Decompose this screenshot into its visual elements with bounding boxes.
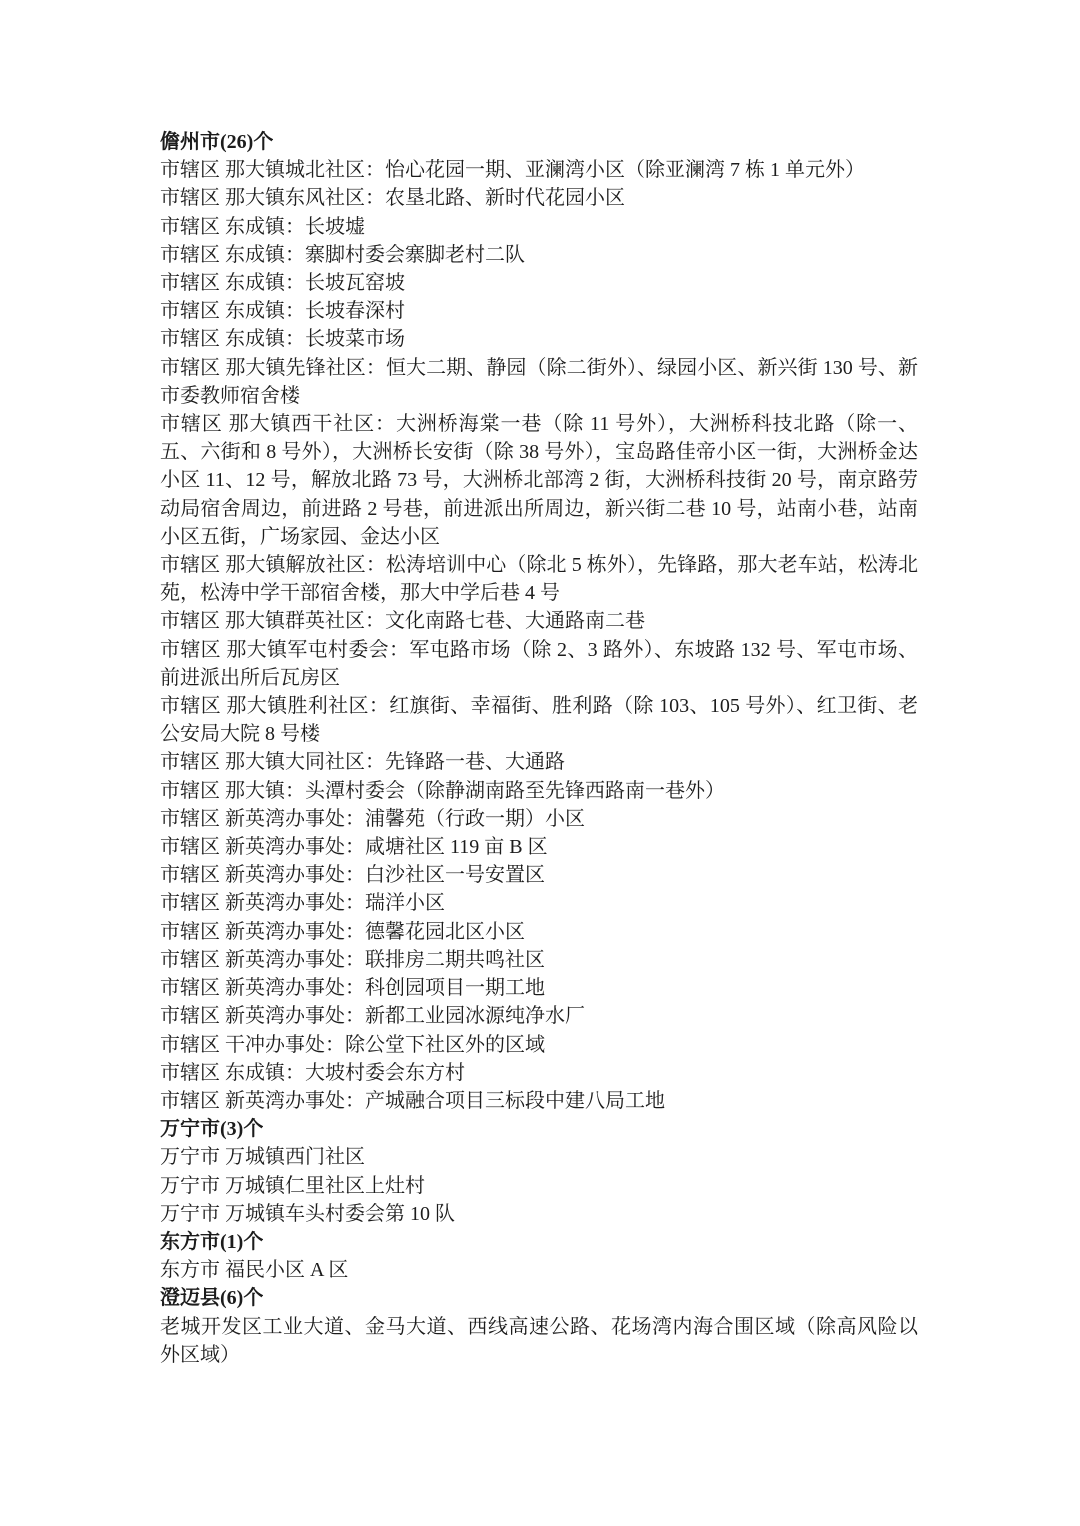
- region-entry: 市辖区 新英湾办事处：联排房二期共鸣社区: [160, 948, 545, 971]
- region-entry: 市辖区 那大镇大同社区：先锋路一巷、大通路: [160, 751, 565, 774]
- region-entry: 市辖区 新英湾办事处：新都工业园冰源纯净水厂: [160, 1005, 585, 1028]
- region-entry: 东方市 福民小区 A 区: [160, 1259, 349, 1282]
- region-entry: 老城开发区工业大道、金马大道、西线高速公路、花场湾内海合围区域（除高风险以外区域）: [160, 1315, 918, 1366]
- region-entry: 市辖区 新英湾办事处：瑞洋小区: [160, 892, 445, 915]
- region-entry: 市辖区 那大镇东风社区：农垦北路、新时代花园小区: [160, 187, 625, 210]
- region-entry: 市辖区 新英湾办事处：白沙社区一号安置区: [160, 864, 545, 887]
- region-entry: 万宁市 万城镇西门社区: [160, 1146, 365, 1169]
- section-heading: 东方市(1)个: [160, 1230, 264, 1253]
- section-heading: 澄迈县(6)个: [160, 1287, 264, 1310]
- region-entry: 市辖区 新英湾办事处：科创园项目一期工地: [160, 977, 545, 1000]
- region-entry: 市辖区 那大镇先锋社区：恒大二期、静园（除二街外）、绿园小区、新兴街 130 号、新市委教师宿舍楼: [160, 356, 918, 407]
- region-entry: 市辖区 那大镇军屯村委会：军屯路市场（除 2、3 路外）、东坡路 132 号、军屯市场、前进派出所后瓦房区: [160, 638, 918, 689]
- region-entry: 市辖区 东成镇：大坡村委会东方村: [160, 1061, 465, 1084]
- region-entry: 市辖区 那大镇：头潭村委会（除静湖南路至先锋西路南一巷外）: [160, 779, 725, 802]
- region-entry: 市辖区 新英湾办事处：咸塘社区 119 亩 B 区: [160, 836, 548, 859]
- document-body: [160, 128, 918, 1369]
- region-entry: 市辖区 干冲办事处：除公堂下社区外的区域: [160, 1033, 545, 1056]
- region-entry: 市辖区 新英湾办事处：浦馨苑（行政一期）小区: [160, 807, 585, 830]
- region-entry: 市辖区 东成镇：长坡春深村: [160, 300, 405, 323]
- region-entry: 市辖区 东成镇：寨脚村委会寨脚老村二队: [160, 243, 525, 266]
- region-entry: 市辖区 那大镇解放社区：松涛培训中心（除北 5 栋外），先锋路，那大老车站，松涛北苑，松涛中学干部宿舍楼，那大中学后巷 4 号: [160, 554, 918, 605]
- region-entry: 万宁市 万城镇车头村委会第 10 队: [160, 1202, 455, 1225]
- region-entry: 市辖区 东成镇：长坡墟: [160, 215, 365, 238]
- section-heading: 儋州市(26)个: [160, 131, 274, 153]
- region-entry: 市辖区 那大镇城北社区：怡心花园一期、亚澜湾小区（除亚澜湾 7 栋 1 单元外）: [160, 159, 865, 182]
- region-entry: 市辖区 新英湾办事处：德馨花园北区小区: [160, 920, 525, 943]
- region-entry: 市辖区 那大镇胜利社区：红旗街、幸福街、胜利路（除 103、105 号外）、红卫街、老公安局大院 8 号楼: [160, 695, 918, 746]
- section-heading: 万宁市(3)个: [160, 1118, 264, 1141]
- region-entry: 万宁市 万城镇仁里社区上灶村: [160, 1174, 425, 1197]
- region-entry: 市辖区 新英湾办事处：产城融合项目三标段中建八局工地: [160, 1089, 665, 1112]
- region-entry: 市辖区 那大镇群英社区：文化南路七巷、大通路南二巷: [160, 610, 645, 633]
- region-entry: 市辖区 那大镇西干社区：大洲桥海棠一巷（除 11 号外），大洲桥科技北路（除一、五、六街和 8 号外），大洲桥长安街（除 38 号外），宝岛路佳帝小区一街，大洲桥金达小区 11、12 号，解放北路 73 号，大洲桥北部湾 2 街，大洲桥科技街 20 号，南京路劳动局宿舍周边，前进路 2 号巷，前进派出所周边，新兴街二巷 10 号，站南小巷，站南小区五街，广场家园、金达小区: [160, 413, 918, 548]
- region-entry: 市辖区 东成镇：长坡菜市场: [160, 328, 405, 351]
- region-entry: 市辖区 东成镇：长坡瓦窑坡: [160, 272, 405, 295]
